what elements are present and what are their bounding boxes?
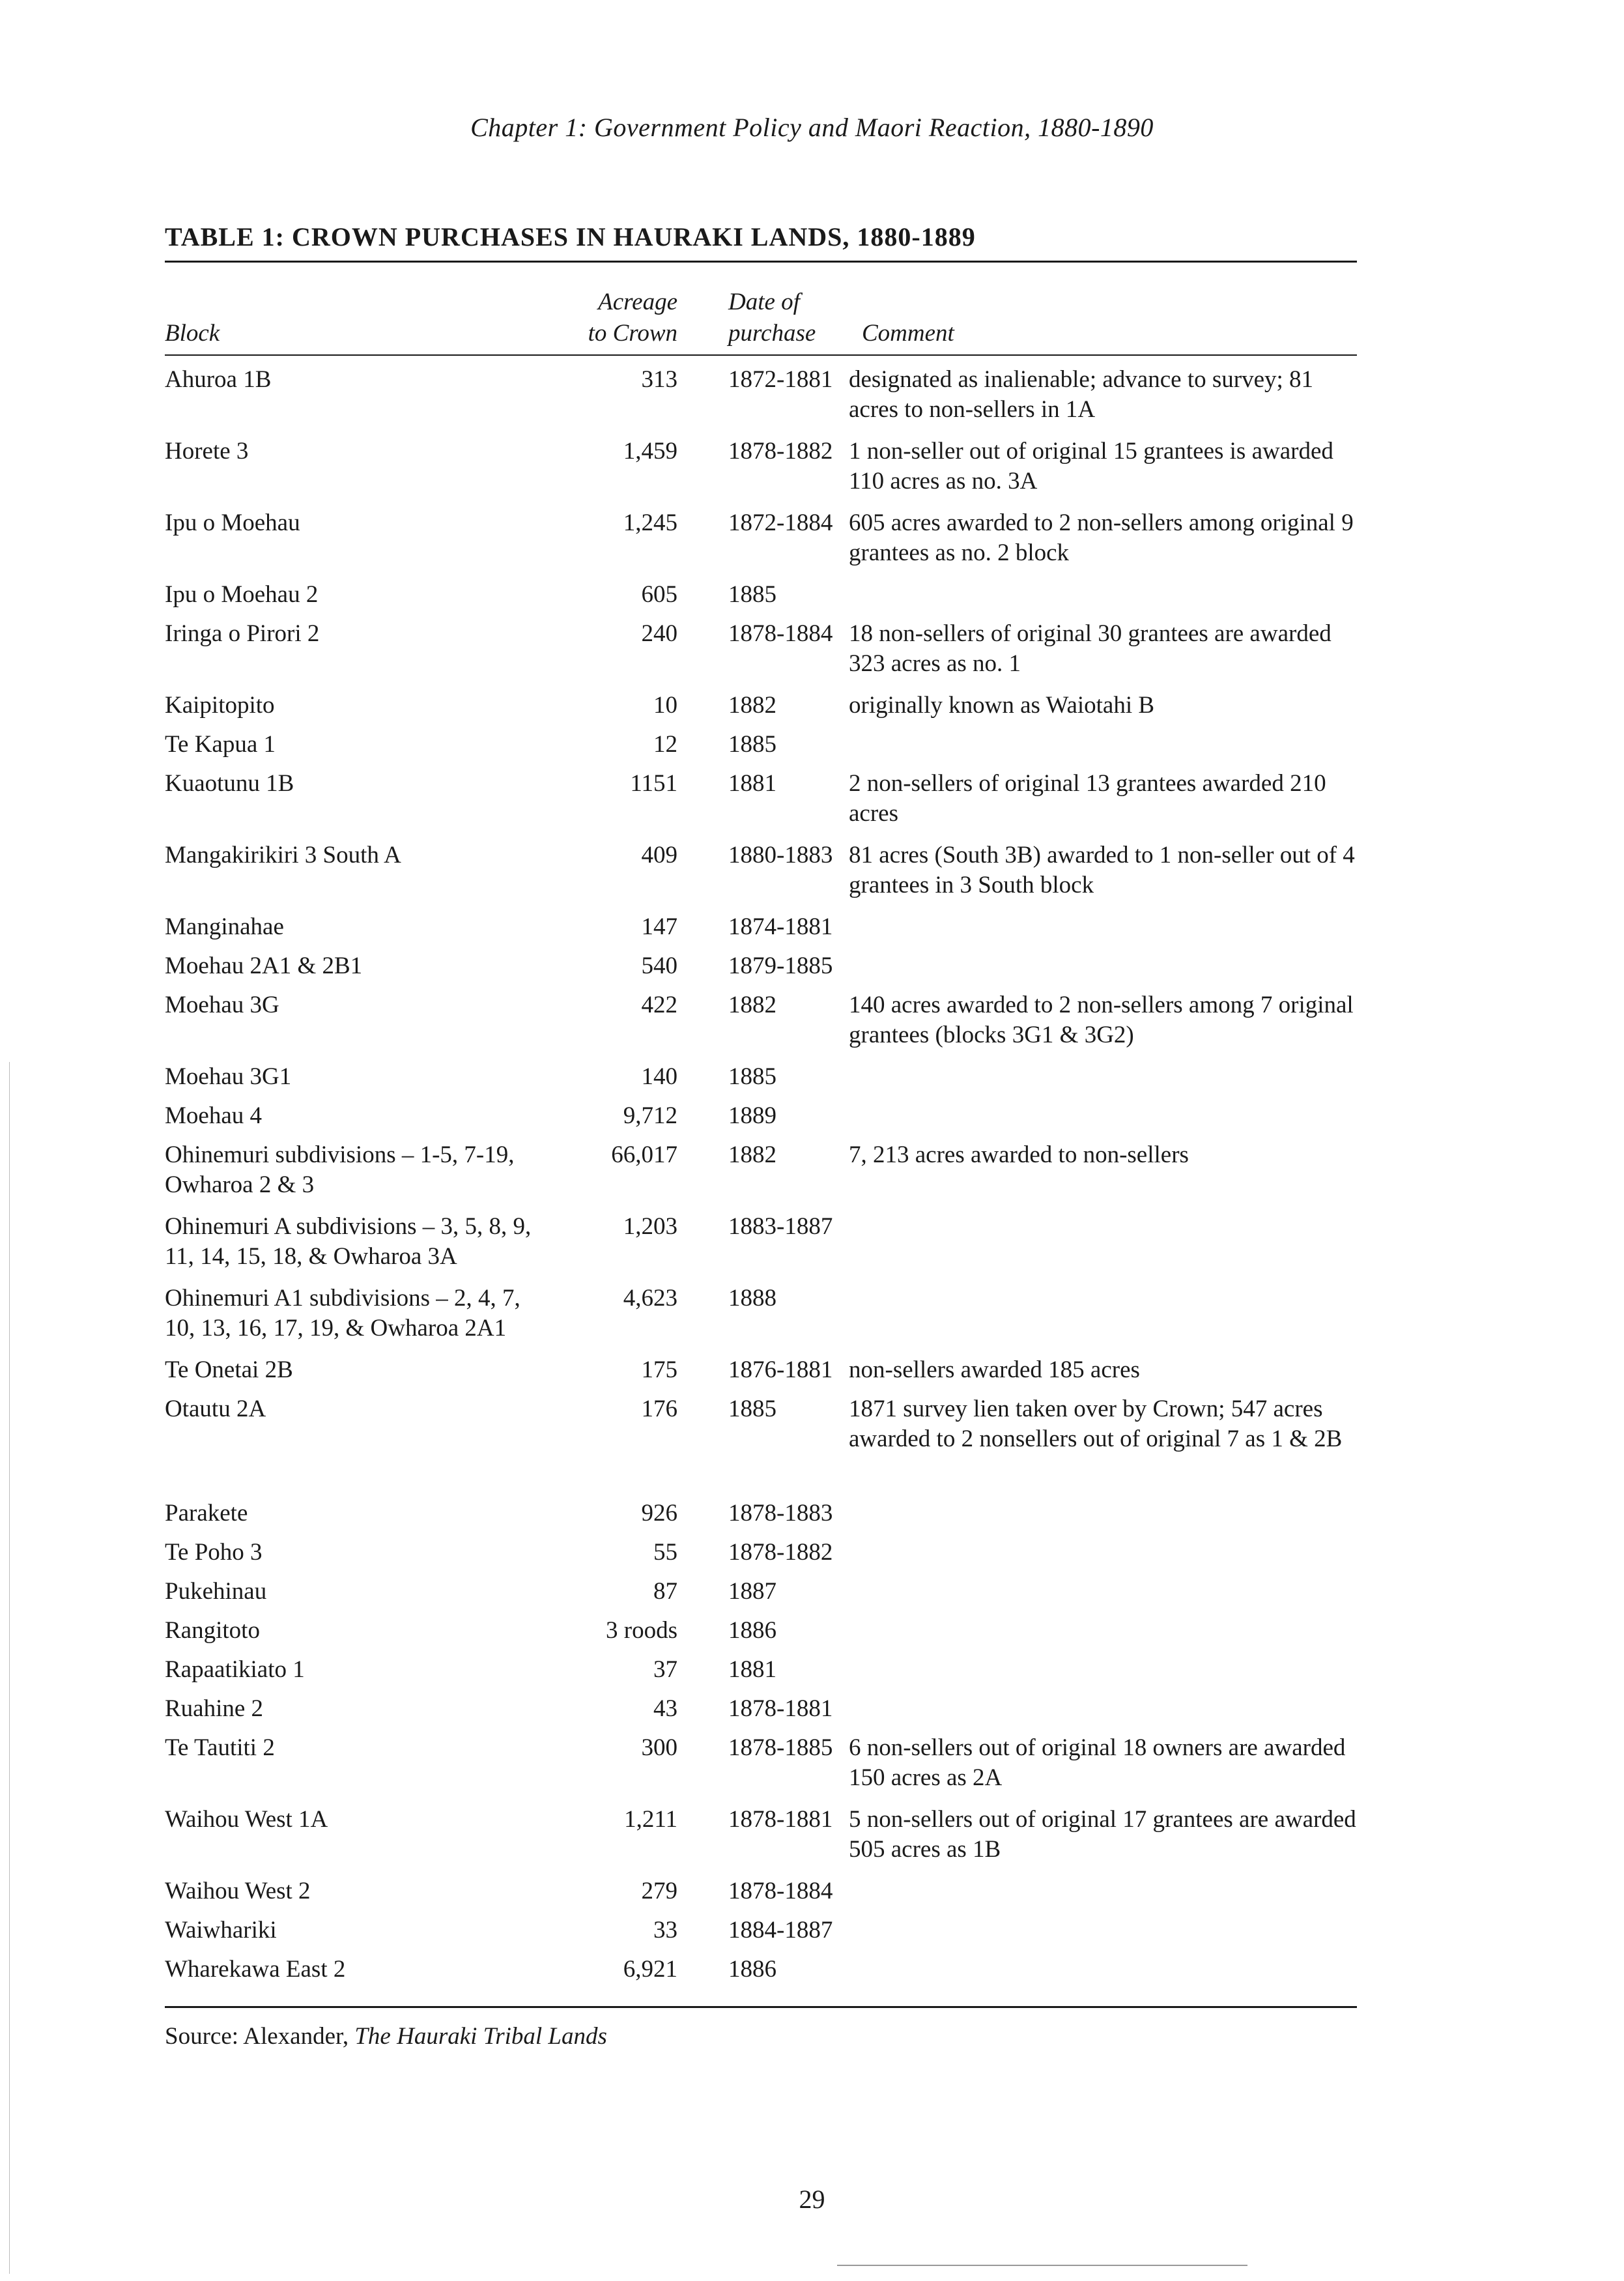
cell-block: Te Poho 3: [165, 1539, 263, 1566]
source-label: Source: Alexander,: [165, 2023, 349, 2050]
cell-acreage: 240: [641, 620, 677, 647]
cell-comment: 605 acres awarded to 2 non-sellers among original 9 grantees as no. 2 block: [849, 509, 1354, 566]
page-number: 29: [799, 2185, 825, 2214]
cell-comment: 5 non-sellers out of original 17 grantees are awarded 505 acres as 1B: [849, 1806, 1356, 1863]
cell-comment: 2 non-sellers of original 13 grantees awarded 210 acres: [849, 770, 1326, 827]
cell-date: 1878-1881: [728, 1695, 833, 1722]
cell-date: 1885: [728, 1063, 776, 1090]
cell-date: 1889: [728, 1102, 776, 1129]
cell-acreage: 87: [653, 1578, 677, 1605]
cell-date: 1878-1882: [728, 438, 833, 465]
cell-block: Ohinemuri subdivisions – 1-5, 7-19, Owharoa 2 & 3: [165, 1141, 515, 1198]
cell-block: Kuaotunu 1B: [165, 770, 294, 797]
cell-acreage: 313: [641, 366, 677, 393]
cell-block: Ipu o Moehau: [165, 509, 300, 536]
cell-block: Te Onetai 2B: [165, 1356, 293, 1383]
column-header-block: Block: [165, 320, 220, 347]
cell-block: Te Kapua 1: [165, 731, 276, 758]
cell-acreage: 175: [641, 1356, 677, 1383]
cell-acreage: 33: [653, 1917, 677, 1944]
cell-date: 1884-1887: [728, 1917, 833, 1944]
cell-acreage: 1,211: [624, 1806, 677, 1833]
cell-acreage: 9,712: [623, 1102, 677, 1129]
cell-block: Pukehinau: [165, 1578, 267, 1605]
cell-block: Ohinemuri A subdivisions – 3, 5, 8, 9, 11, 14, 15, 18, & Owharoa 3A: [165, 1213, 532, 1270]
cell-date: 1872-1884: [728, 509, 833, 536]
cell-acreage: 409: [641, 842, 677, 868]
cell-acreage: 4,623: [623, 1285, 677, 1312]
cell-date: 1888: [728, 1285, 776, 1312]
cell-block: Moehau 4: [165, 1102, 262, 1129]
cell-acreage: 279: [641, 1878, 677, 1904]
cell-date: 1882: [728, 992, 776, 1018]
cell-date: 1881: [728, 770, 776, 797]
cell-block: Iringa o Pirori 2: [165, 620, 320, 647]
cell-block: Moehau 3G1: [165, 1063, 292, 1090]
cell-acreage: 43: [653, 1695, 677, 1722]
source-title: The Hauraki Tribal Lands: [354, 2023, 607, 2050]
cell-date: 1876-1881: [728, 1356, 833, 1383]
cell-date: 1878-1883: [728, 1500, 833, 1527]
cell-date: 1874-1881: [728, 913, 833, 940]
cell-comment: non-sellers awarded 185 acres: [849, 1356, 1140, 1383]
cell-block: Moehau 2A1 & 2B1: [165, 953, 363, 979]
cell-acreage: 66,017: [611, 1141, 677, 1168]
cell-acreage: 1,459: [623, 438, 677, 465]
cell-block: Wharekawa East 2: [165, 1956, 346, 1983]
cell-date: 1878-1885: [728, 1734, 833, 1761]
cell-date: 1878-1882: [728, 1539, 833, 1566]
cell-date: 1878-1881: [728, 1806, 833, 1833]
cell-comment: 1871 survey lien taken over by Crown; 547 acres awarded to 2 nonsellers out of original 7 as 1 & 2B: [849, 1396, 1343, 1452]
cell-acreage: 176: [641, 1396, 677, 1422]
cell-date: 1887: [728, 1578, 776, 1605]
column-header-date-line1: Date of: [728, 289, 800, 315]
cell-comment: 140 acres awarded to 2 non-sellers among 7 original grantees (blocks 3G1 & 3G2): [849, 992, 1354, 1048]
cell-block: Parakete: [165, 1500, 248, 1527]
table-title: TABLE 1: CROWN PURCHASES IN HAURAKI LANDS, 1880-1889: [165, 222, 976, 251]
column-header-comment: Comment: [862, 320, 954, 347]
cell-acreage: 540: [641, 953, 677, 979]
cell-block: Ohinemuri A1 subdivisions – 2, 4, 7, 10, 13, 16, 17, 19, & Owharoa 2A1: [165, 1285, 520, 1341]
cell-acreage: 300: [641, 1734, 677, 1761]
cell-block: Waihou West 2: [165, 1878, 311, 1904]
cell-acreage: 1,203: [623, 1213, 677, 1240]
cell-acreage: 10: [653, 692, 677, 719]
column-header-acreage-line2: to Crown: [588, 320, 677, 347]
cell-comment: 7, 213 acres awarded to non-sellers: [849, 1141, 1189, 1168]
cell-comment: 1 non-seller out of original 15 grantees is awarded 110 acres as no. 3A: [849, 438, 1333, 495]
cell-acreage: 6,921: [623, 1956, 677, 1983]
cell-date: 1879-1885: [728, 953, 833, 979]
cell-acreage: 605: [641, 581, 677, 608]
cell-block: Ruahine 2: [165, 1695, 264, 1722]
running-head: Chapter 1: Government Policy and Maori Reaction, 1880-1890: [470, 113, 1154, 142]
column-header-acreage-line1: Acreage: [598, 289, 677, 315]
cell-acreage: 3 roods: [606, 1617, 677, 1644]
cell-block: Ahuroa 1B: [165, 366, 272, 393]
cell-date: 1886: [728, 1956, 776, 1983]
cell-acreage: 37: [653, 1656, 677, 1683]
cell-date: 1885: [728, 581, 776, 608]
cell-block: Ipu o Moehau 2: [165, 581, 319, 608]
cell-acreage: 1,245: [623, 509, 677, 536]
cell-block: Moehau 3G: [165, 992, 279, 1018]
cell-acreage: 422: [641, 992, 677, 1018]
table-bottom-rule: [165, 2006, 1357, 2008]
cell-date: 1885: [728, 1396, 776, 1422]
cell-block: Kaipitopito: [165, 692, 275, 719]
cell-block: Manginahae: [165, 913, 284, 940]
cell-date: 1881: [728, 1656, 776, 1683]
cell-acreage: 140: [641, 1063, 677, 1090]
cell-date: 1882: [728, 1141, 776, 1168]
cell-acreage: 926: [641, 1500, 677, 1527]
source-note: [165, 2022, 607, 2050]
cell-comment: 18 non-sellers of original 30 grantees are awarded 323 acres as no. 1: [849, 620, 1332, 677]
cell-acreage: 12: [653, 731, 677, 758]
cell-date: 1886: [728, 1617, 776, 1644]
cell-acreage: 55: [653, 1539, 677, 1566]
cell-block: Waihou West 1A: [165, 1806, 328, 1833]
cell-acreage: 1151: [630, 770, 677, 797]
cell-block: Otautu 2A: [165, 1396, 266, 1422]
cell-comment: 81 acres (South 3B) awarded to 1 non-seller out of 4 grantees in 3 South block: [849, 842, 1355, 898]
cell-comment: 6 non-sellers out of original 18 owners are awarded 150 acres as 2A: [849, 1734, 1346, 1791]
cell-date: 1878-1884: [728, 620, 833, 647]
footer-rule: [837, 2265, 1247, 2266]
cell-date: 1880-1883: [728, 842, 833, 868]
cell-block: Rangitoto: [165, 1617, 260, 1644]
cell-block: Horete 3: [165, 438, 249, 465]
cell-date: 1883-1887: [728, 1213, 833, 1240]
cell-date: 1882: [728, 692, 776, 719]
cell-block: Waiwhariki: [165, 1917, 277, 1944]
cell-date: 1878-1884: [728, 1878, 833, 1904]
cell-date: 1872-1881: [728, 366, 833, 393]
cell-comment: designated as inalienable; advance to survey; 81 acres to non-sellers in 1A: [849, 366, 1314, 423]
cell-acreage: 147: [641, 913, 677, 940]
cell-block: Rapaatikiato 1: [165, 1656, 305, 1683]
cell-comment: originally known as Waiotahi B: [849, 692, 1155, 719]
cell-block: Te Tautiti 2: [165, 1734, 275, 1761]
cell-date: 1885: [728, 731, 776, 758]
column-header-date-line2: purchase: [728, 320, 816, 347]
cell-block: Mangakirikiri 3 South A: [165, 842, 401, 868]
